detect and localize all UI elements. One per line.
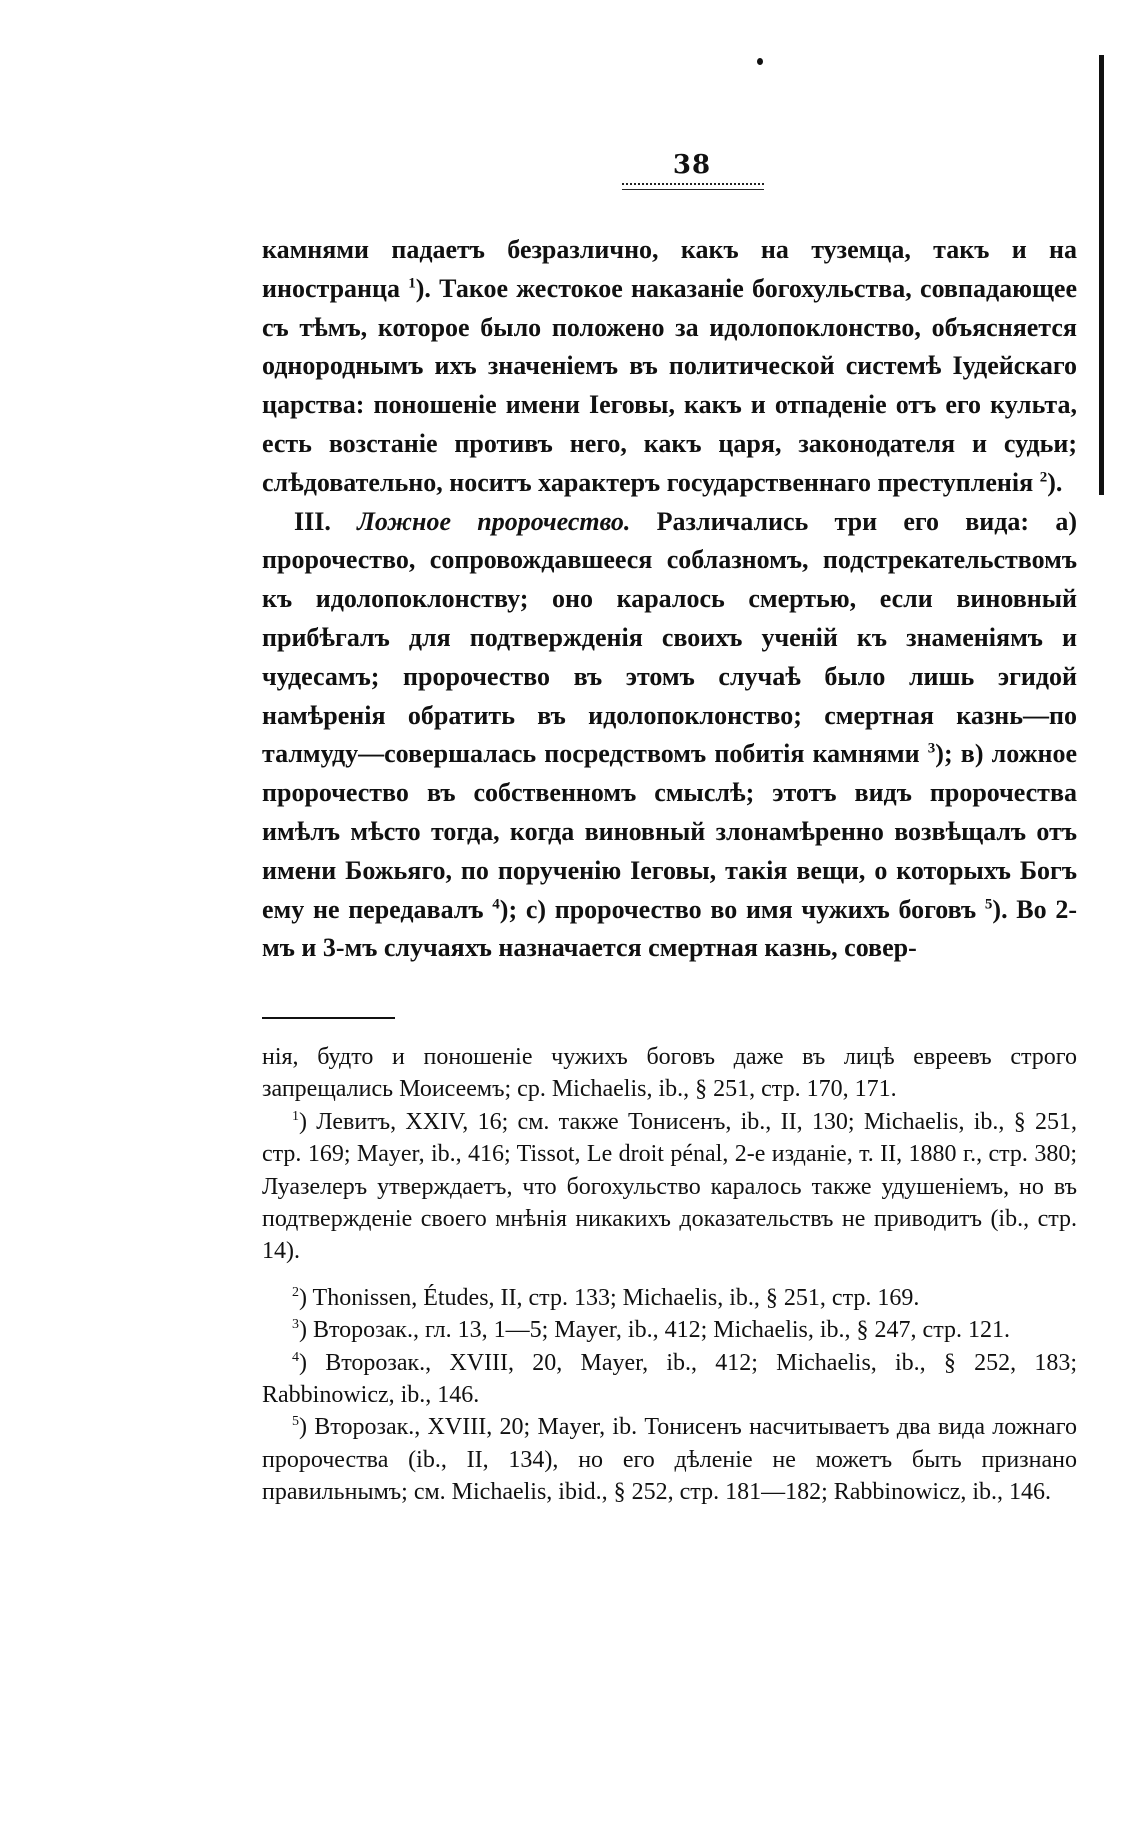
paragraph-2-text-a: Различались три его вида: а) пророчество, сопровождавшееся соблазномъ, подстрекательствомъ къ идолопоклонству; оно каралось смертью, если виновный прибѣгалъ для подтвержденія своихъ ученій къ знаменіямъ и чудесамъ; пророчество въ этомъ случаѣ было лишь эгидой намѣренія обратить въ идолопоклонство; смертная казнь—по талмуду—совершалась посредствомъ побитія камнями [262, 506, 1077, 769]
footnote-4 [262, 1347, 1077, 1412]
footnote-3-mark: 3 [292, 1317, 299, 1333]
section-number: III. [294, 506, 358, 536]
footnote-5-text: ) Второзак., XVIII, 20; Mayer, ib. Тонисенъ насчитываетъ два вида ложнаго пророчества (ib., II, 134), но его дѣленіе не можетъ быть признано правильнымъ; см. Michaelis, ibid., § 252, стр. 181—182; Rabbinowicz, ib., 146. [262, 1414, 1077, 1506]
footnote-continued: нія, будто и поношеніе чужихъ боговъ даже въ лицѣ евреевъ строго запрещались Моисеемъ; ср. Michaelis, ib., § 251, стр. 170, 171. [262, 1044, 1077, 1103]
paragraph-1-text-b: ). Такое жестокое наказаніе богохульства, совпадающее съ тѣмъ, которое было положено за идолопоклонство, объясняется однороднымъ ихъ значеніемъ въ политической системѣ Іудейскаго царства: поношеніе имени Іеговы, какъ и отпаденіе отъ его культа, есть возстаніе противъ него, какъ царя, законодателя и судьи; слѣдовательно, носитъ характеръ государственнаго преступленія [262, 273, 1077, 497]
paragraph-1 [262, 231, 1077, 503]
footnote-1-text: ) Левитъ, XXIV, 16; см. также Тонисенъ, ib., II, 130; Michaelis, ib., § 251, стр. 169; Mayer, ib., 416; Tissot, Le droit pénal, 2-е изданіе, т. II, 1880 г., стр. 380; Луазелеръ утверждаетъ, что богохульство каралось также удушеніемъ, но въ подтвержденіе своего мнѣнія никакихъ доказательствъ не приводитъ (ib., стр. 14). [262, 1108, 1077, 1265]
footnote-1-mark: 1 [292, 1108, 299, 1124]
footnote-4-mark: 4 [292, 1349, 299, 1365]
paragraph-2-text-d: ). Во 2-мъ и 3-мъ случаяхъ назначается смертная казнь, совер- [262, 894, 1077, 963]
footnotes [262, 1041, 1077, 1509]
footnote-3-text: ) Второзак., гл. 13, 1—5; Mayer, ib., 412; Michaelis, ib., § 247, стр. 121. [299, 1317, 1010, 1344]
footnote-ref-5[interactable]: 5 [984, 895, 993, 912]
section-heading: Ложное пророчество. [357, 506, 631, 536]
footnote-separator [262, 1017, 395, 1019]
paragraph-2 [262, 503, 1077, 969]
main-text [262, 231, 1077, 968]
paragraph-1-text-c: ). [1047, 467, 1063, 497]
footnote-2-mark: 2 [292, 1284, 299, 1300]
footnote-2 [262, 1282, 1077, 1314]
footnote-ref-1[interactable]: 1 [408, 275, 416, 292]
ink-speck [757, 58, 763, 65]
page-number-ornament [622, 183, 764, 190]
footnote-ref-4[interactable]: 4 [492, 895, 500, 912]
paragraph-2-text-c: ); с) пророчество во имя чужихъ боговъ [499, 894, 977, 924]
footnote-5-mark: 5 [292, 1414, 299, 1430]
footnote-1 [262, 1106, 1077, 1268]
paragraph-1-text-a: камнями падаетъ безразлично, какъ на туземца, такъ и на иностранца [262, 235, 1077, 303]
paragraph-2-text-b: ); в) ложное пророчество въ собственномъ смыслѣ; этотъ видъ пророчества имѣлъ мѣсто тогда, когда виновный злонамѣренно возвѣщалъ отъ имени Божьяго, по порученію Іеговы, такія вещи, о которыхъ Богъ ему не передавалъ [262, 739, 1077, 924]
page-number: 38 [672, 150, 712, 180]
footnote-ref-2[interactable]: 2 [1039, 469, 1048, 486]
scan-edge-bar [1099, 55, 1104, 495]
footnote-5 [262, 1411, 1077, 1508]
footnote-4-text: ) Второзак., XVIII, 20, Mayer, ib., 412; Michaelis, ib., § 252, 183; Rabbinowicz, ib., 146. [262, 1349, 1077, 1409]
footnote-ref-3[interactable]: 3 [927, 740, 936, 757]
footnote-2-text: ) Thonissen, Études, II, стр. 133; Michaelis, ib., § 251, стр. 169. [299, 1284, 920, 1311]
footnote-3 [262, 1314, 1077, 1346]
